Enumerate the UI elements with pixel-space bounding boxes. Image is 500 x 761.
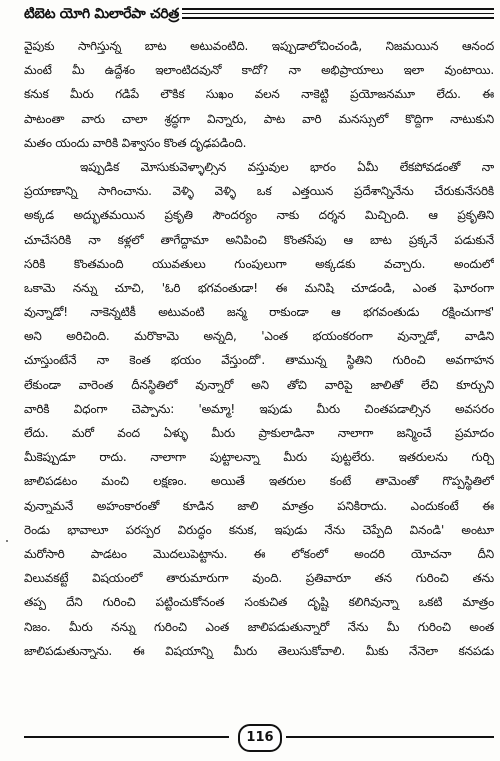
text-line: కనుక మీరు గడిపే లౌకిక సుఖం వలన నాకెట్టి ప్రయోజనమూ లేదు. ఈ xyxy=(24,87,494,102)
text-line: ప్రయాణాన్ని సాగించాను. వెళ్ళి వెళ్ళి ఒక ఎత్తయిన ప్రదేశాన్నినేను చేరుకునేసరికి xyxy=(24,184,494,199)
text-line: తప్ప దేని గురించి పట్టించుకోనంత సంకుచిత దృష్టి కలిగివున్నా ఒకటి మాత్రం xyxy=(24,595,494,610)
header-rules xyxy=(182,8,494,22)
text-line: వున్నామనే అహంకారంతో కూడిన జాలి మాత్రం పనికిరాదు. ఎందుకంటే ఈ xyxy=(24,498,494,513)
text-line: పాటంతా వారు చాలా శ్రద్ధగా విన్నారు, పాట వారి మనస్సులో కొద్దిగా నాటుకుని xyxy=(24,111,494,126)
footer-rule xyxy=(286,736,494,738)
text-line: చూచేసరికి నా కళ్లలో తాగేద్దామా అనిపించి కొంతసేపు ఆ బాట ప్రక్కనే పడుకునే xyxy=(24,232,494,247)
text-line: లేకుండా వారెంత దీనస్థితిలో వున్నారో అని తోచి వారిపై జాలితో లేచి కూర్చుని xyxy=(24,377,494,392)
header-rule xyxy=(182,13,494,14)
text-line: జాలిపడుతున్నాను. ఈ విషయాన్ని మీరు తెలుసుకోవాలి. మీకు నేనెలా కనపడు xyxy=(24,643,494,658)
text-line: అక్కడ అద్భుతమయిన ప్రకృతి సౌందర్యం నాకు దర్శన మిచ్చింది. ఆ ప్రకృతిని xyxy=(24,208,494,223)
text-line: మంటే మీ ఉద్దేశం ఇలాంటిదవునో కాదో? నా అభిప్రాయాలు ఇలా వుంటాయి. xyxy=(24,63,494,78)
text-line: చూస్తుంటేనే నా కెంత భయం వేస్తుందో'. తామున్న స్థితిని గురించి అవగాహన xyxy=(24,353,494,368)
text-line: జాలిపడటం మంచి లక్షణం. అయితే ఇతరుల కంటే తామెంతో గొప్పస్థితిలో xyxy=(24,474,494,489)
page-header xyxy=(24,4,494,26)
text-line: లేదు. మరో వంద ఏళ్ళు మీరు ప్రాకులాడినా నాలాగా జన్మించే ప్రమాదం xyxy=(24,426,494,440)
page-number: 116 xyxy=(238,724,282,752)
text-line: వారికి విధంగా చెప్పాను: 'అమ్మా! ఇపుడు మీరు చింతపడాల్సిన అవసరం xyxy=(24,401,494,416)
text-line: అని అరిచింది. మరొకామె అన్నది, 'ఎంత భయంకరంగా వున్నాడో, వాడిని xyxy=(24,329,494,344)
text-line: రెండు భావాలూ పరస్పర విరుద్ధం కనుక, ఇపుడు నేను చెప్పేది వినండి' అంటూ xyxy=(24,522,494,537)
header-rule xyxy=(182,17,494,19)
footer-rule xyxy=(24,736,229,738)
scan-speck xyxy=(6,540,8,542)
running-title: టిబెట యోగి మిలారేపా చరిత్ర xyxy=(24,6,179,22)
text-line: మతం యందు వారికి విశ్వాసం కొంత దృఢపడింది. xyxy=(24,135,247,150)
text-line: ఇప్పుడిక మోసుకువెళ్ళాల్సిన వస్తువుల భారం ఏమీ లేకపోవడంతో నా xyxy=(80,159,494,174)
text-line: సరికి కొంతమంది యువతులు గుంపులుగా అక్కడకు వచ్చారు. అందులో xyxy=(24,256,494,271)
text-line: ఒకామె నన్ను చూచి, 'ఓరి భగవంతుడా! ఈ మనిషి చూడండి, ఎంత ఘోరంగా xyxy=(24,280,494,295)
text-line: నిజం. మీరు నన్ను గురించి ఎంత జాలిపడుతున్నారో నేను మీ గురించి అంత xyxy=(24,619,494,634)
text-line: మరోసారి పాడటం మొదలుపెట్టాను. ఈ లోకంలో అందరి యోచనా దీని xyxy=(24,546,494,561)
text-line: విలువకట్టే విషయంలో తారుమారుగా వుంది. ప్రతివారూ తన గురించి తను xyxy=(24,571,494,586)
text-line: మీకెప్పుడూ రాదు. నాలాగా పుట్టాలన్నా మీరు పుట్టలేరు. ఇతరులను గుర్చి xyxy=(24,450,494,465)
text-line: వైపుకు సాగిస్తున్న బాట అటువంటిది. ఇప్పుడాలోచించండి, నిజమయిన ఆనంద xyxy=(24,39,494,53)
text-line: వున్నాడో! నాకెన్నటికీ అటువంటి జన్మ రాకుండా ఆ భగవంతుడు రక్షించుగాక' xyxy=(24,305,494,320)
body-text xyxy=(24,34,494,663)
page-footer xyxy=(24,724,494,750)
header-rule xyxy=(182,8,494,10)
